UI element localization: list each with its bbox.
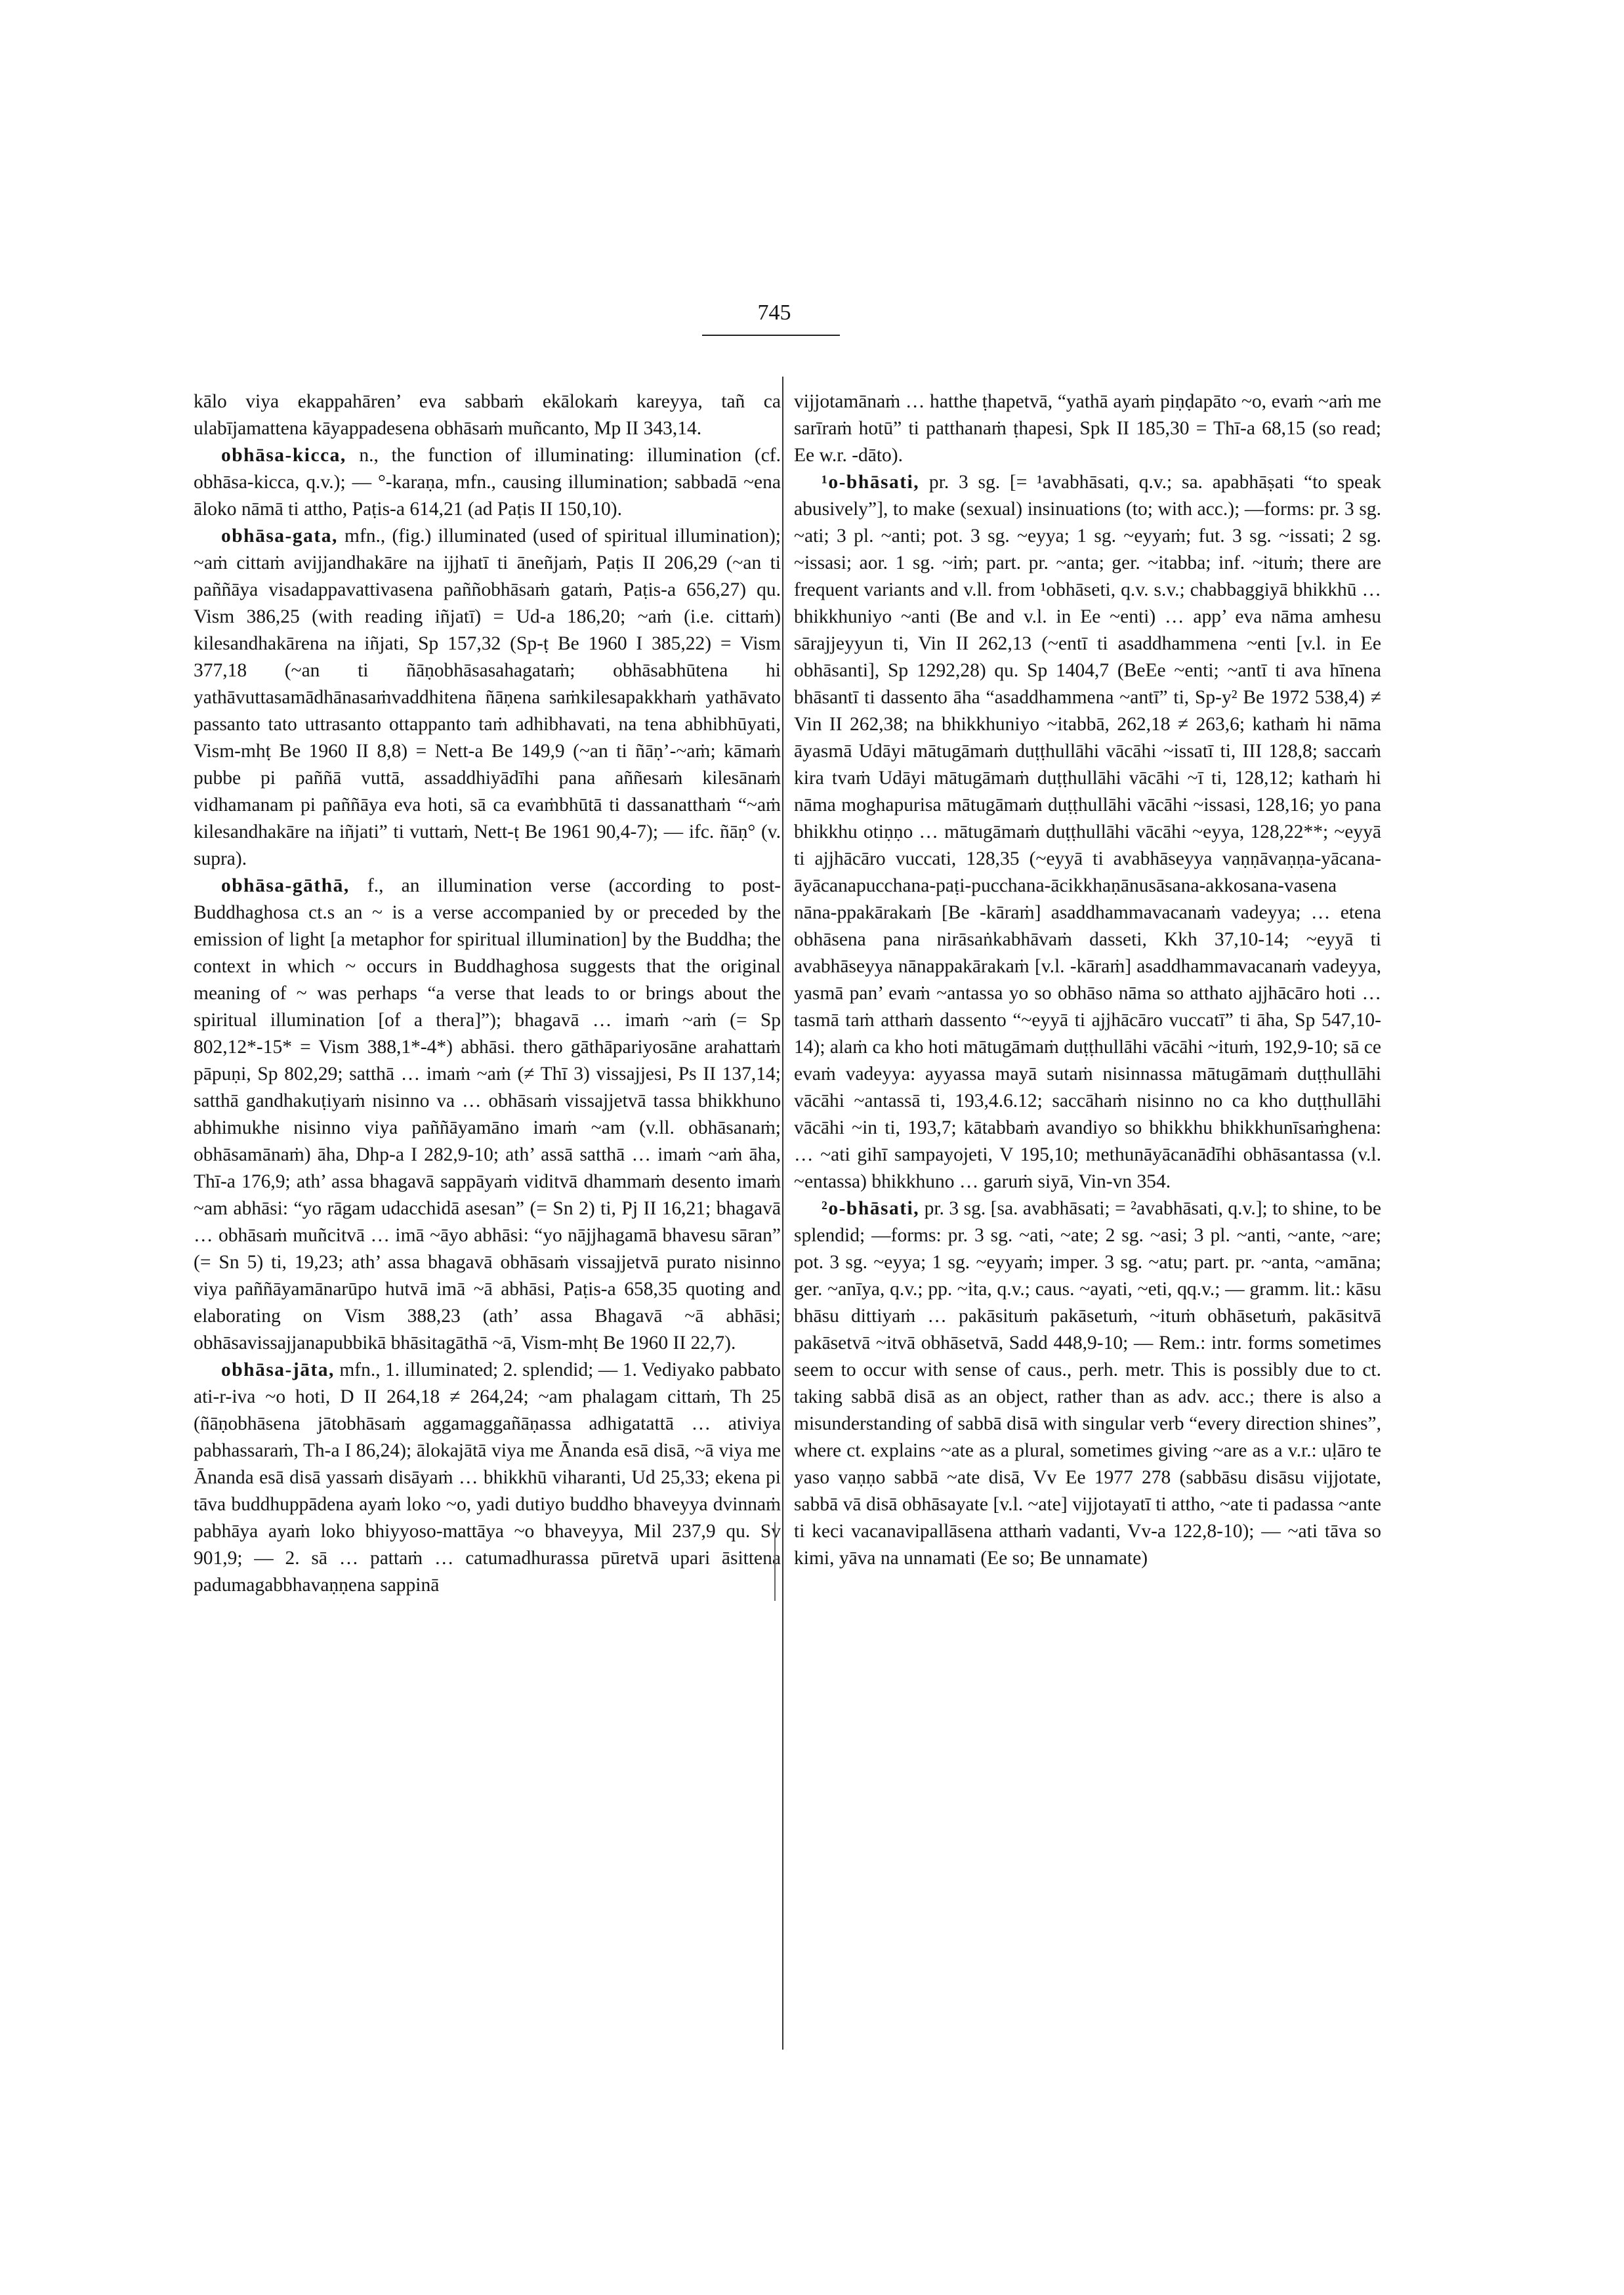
entry-headword: obhāsa-gāthā, [221,875,350,896]
entry-body: mfn., (fig.) illuminated (used of spiritual illumination); ~aṁ cittaṁ avijjandhakāre na ijjhatī ti āneñjaṁ, Paṭis II 206,29 (~an ti paññāya visadappavattivasena paññobhāsaṁ gataṁ, Paṭis-a 656,27) qu. Vism 386,25 (with reading iñjatī) = Ud-a 186,20; ~aṁ (i.e. cittaṁ) kilesandhakārena na iñjati, Sp 157,32 (Sp-ṭ Be 1960 I 385,22) = Vism 377,18 (~an ti ñāṇobhāsasahagataṁ; obhāsabhūtena hi yathāvuttasamādhānasaṁvaddhitena ñāṇena saṁkilesapakkhaṁ yathāvato passanto tato uttrasanto ottappanto taṁ adhibhavati, na tena abhibhūyati, Vism-mhṭ Be 1960 II 8,8) = Nett-a Be 149,9 (~an ti ñāṇ’-~aṁ; kāmaṁ pubbe pi paññā vuttā, assaddhiyādīhi pana aññesaṁ kilesānaṁ vidhamanam pi paññāya eva hoti, sā ca evaṁbhūtā ti dassanatthaṁ “~aṁ kilesandhakāre na iñjati” ti vuttaṁ, Nett-ṭ Be 1961 90,4-7); — ifc. ñāṇ° (v. supra). [194,526,781,869]
entry-body: kālo viya ekappahāren’ eva sabbaṁ ekālokaṁ kareyya, tañ ca ulabījamattena kāyappadesena obhāsaṁ muñcanto, Mp II 343,14. [194,391,781,439]
entry-body: f., an illumination verse (according to post-Buddhaghosa ct.s an ~ is a verse accompanied by or preceded by the emission of light [a metaphor for spiritual illumination] by the Buddha; the context in which ~ occurs in Buddhaghosa suggests that the original meaning of ~ was perhaps “a verse that leads to or brings about the spiritual illumination [of a thera]”); bhagavā … imaṁ ~aṁ (= Sp 802,12*-15* = Vism 388,1*-4*) abhāsi. thero gāthāpariyosāne arahattaṁ pāpuṇi, Sp 802,29; satthā … imaṁ ~aṁ (≠ Thī 3) vissajjesi, Ps II 137,14; satthā gandhakuṭiyaṁ nisinno va … obhāsaṁ vissajjetvā tassa bhikkhuno abhimukhe nisinno viya paññāyamāno imaṁ ~am (v.ll. obhāsanaṁ; obhāsamānaṁ) āha, Dhp-a I 282,9-10; ath’ assā satthā … imaṁ ~aṁ āha, Thī-a 176,9; ath’ assa bhagavā sappāyaṁ viditvā dhammaṁ desento imaṁ ~am abhāsi: “yo rāgam udacchidā asesan” (= Sn 2) ti, Pj II 16,21; bhagavā … obhāsaṁ muñcitvā … imā ~āyo abhāsi: “yo nājjhagamā bhavesu sāran” (= Sn 5) ti, 19,23; ath’ assa bhagavā obhāsaṁ vissajjetvā purato nisinno viya paññāyamānarūpo hutvā imā ~ā abhāsi, Paṭis-a 658,35 quoting and elaborating on Vism 388,23 (ath’ assa Bhagavā ~ā abhāsi; obhāsavissajjanapubbikā bhāsitagāthā ~ā, Vism-mhṭ Be 1960 II 22,7). [194,875,781,1354]
entry-headword: ²o-bhāsati, [822,1198,920,1219]
entry-headword: ¹o-bhāsati, [822,472,920,493]
column-divider-mark [774,1522,776,1601]
left-column [194,388,781,2068]
page-number: 745 [757,300,791,325]
dictionary-entry [194,873,781,1357]
dictionary-entry [194,523,781,873]
column-divider [782,377,783,2050]
entry-body: mfn., 1. illuminated; 2. splendid; — 1. Vediyako pabbato ati-r-iva ~o hoti, D II 264,18 ≠ 264,24; ~am phalagam cittaṁ, Th 25 (ñāṇobhāsena jātobhāsaṁ aggamaggañāṇassa adhigatattā … ativiya pabhassaraṁ, Th-a I 86,24); ālokajātā viya me Ānanda esā disā, ~ā viya me Ānanda esā disā yassaṁ disāyaṁ … bhikkhū viharanti, Ud 25,33; ekena pi tāva buddhuppādena ayaṁ loko ~o, yadi dutiyo buddho bhaveyya dvinnaṁ pabhāya ayaṁ loko bhiyyoso-mattāya ~o bhaveyya, Mil 237,9 qu. Sv 901,9; — 2. sā … pattaṁ … catumadhurassa pūretvā upari āsittena padumagabbhavaṇṇena sappinā [194,1359,781,1596]
dictionary-entry [194,442,781,523]
entry-headword: obhāsa-gata, [221,526,338,547]
right-column [794,388,1381,2068]
dictionary-entry [794,1195,1381,1572]
dictionary-entry [794,469,1381,1195]
entry-body: n., the function of illuminating: illumination (cf. obhāsa-kicca, q.v.); — °-karaṇa, mfn., causing illumination; sabbadā ~ena āloko nāmā ti attho, Paṭis-a 614,21 (ad Paṭis II 150,10). [194,445,781,520]
entry-headword: obhāsa-jāta, [221,1359,335,1380]
entry-body: vijjotamānaṁ … hatthe ṭhapetvā, “yathā ayaṁ piṇḍapāto ~o, evaṁ ~aṁ me sarīraṁ hotū” ti patthanaṁ ṭhapesi, Spk II 185,30 = Thī-a 68,15 (so read; Ee w.r. -dāto). [794,391,1381,466]
dictionary-entry [194,388,781,442]
top-rule [702,335,840,336]
dictionary-entry [794,388,1381,469]
entry-headword: obhāsa-kicca, [221,445,346,466]
entry-body: pr. 3 sg. [sa. avabhāsati; = ²avabhāsati, q.v.]; to shine, to be splendid; —forms: pr. 3 sg. ~ati, ~ate; 2 sg. ~asi; 3 pl. ~anti, ~ante, ~are; pot. 3 sg. ~eyya; 1 sg. ~eyyaṁ; imper. 3 sg. ~atu; part. pr. ~anta, ~amāna; ger. ~anīya, q.v.; pp. ~ita, q.v.; caus. ~ayati, ~eti, qq.v.; — gramm. lit.: kāsu bhāsu dittiyaṁ … pakāsituṁ pakāsetuṁ, ~ituṁ obhāsetuṁ, pakāsitvā pakāsetvā ~itvā obhāsetvā, Sadd 448,9-10; — Rem.: intr. forms sometimes seem to occur with sense of caus., perh. metr. This is possibly due to ct. taking sabbā disā as an object, rather than as adv. acc.; there is also a misunderstanding of sabbā disā with singular verb “every direction shines”, where ct. explains ~ate as a plural, sometimes giving ~are as a v.r.: uḷāro te yaso vaṇṇo sabbā ~ate disā, Vv Ee 1977 278 (sabbāsu disāsu vijjotate, sabbā vā disā obhāsayate [v.l. ~ate] vijjotayatī ti attho, ~ate ti padassa ~ante ti keci vacanavipallāsena atthaṁ vadanti, Vv-a 122,8-10); — ~ati tāva so kimi, yāva na unnamati (Ee so; Be unnamate) [794,1198,1381,1569]
dictionary-entry [194,1357,781,1599]
entry-body: pr. 3 sg. [= ¹avabhāsati, q.v.; sa. apabhāṣati “to speak abusively”], to make (sexual) insinuations (to; with acc.); —forms: pr. 3 sg. ~ati; 3 pl. ~anti; pot. 3 sg. ~eyya; 1 sg. ~eyyaṁ; fut. 3 sg. ~issati; 2 sg. ~issasi; aor. 1 sg. ~iṁ; part. pr. ~anta; ger. ~itabba; inf. ~ituṁ; there are frequent variants and v.ll. from ¹obhāseti, q.v. s.v.; chabbaggiyā bhikkhū … bhikkhuniyo ~anti (Be and v.l. in Ee ~enti) … app’ eva nāma amhesu sārajjeyyun ti, Vin II 262,13 (~entī ti asaddhammena ~enti [v.l. in Ee obhāsanti], Sp 1292,28) qu. Sp 1404,7 (BeEe ~enti; ~antī ti ava hīnena bhāsantī ti dassento āha “asaddhammena ~antī” ti, Sp-y² Be 1972 538,4) ≠ Vin II 262,38; na bhikkhuniyo ~itabbā, 262,18 ≠ 263,6; kathaṁ hi nāma āyasmā Udāyi mātugāmaṁ duṭṭhullāhi vācāhi ~issatī ti, III 128,8; saccaṁ kira tvaṁ Udāyi mātugāmaṁ duṭṭhullāhi vācāhi ~ī ti, 128,12; kathaṁ hi nāma moghapurisa mātugāmaṁ duṭṭhullāhi vācāhi ~issasi, 128,16; yo pana bhikkhu otiṇṇo … mātugāmaṁ duṭṭhullāhi vācāhi ~eyya, 128,22**; ~eyyā ti ajjhācāro vuccati, 128,35 (~eyyā ti avabhāseyya vaṇṇāvaṇṇa-yācana-āyācanapucchana-paṭi-pucchana-ācikkhaṇānusāsana-akkosana-vasena nāna-ppakārakaṁ [Be -kāraṁ] asaddhammavacanaṁ vadeyya; … etena obhāsena pana nirāsaṅkabhāvaṁ dasseti, Kkh 37,10-14; ~eyyā ti avabhāseyya nānappakārakaṁ [v.l. -kāraṁ] asaddhammavacanaṁ vadeyya, yasmā pan’ evaṁ ~antassa yo so obhāso nāma so atthato ajjhācāro hoti … tasmā taṁ atthaṁ dassento “~eyyā ti ajjhācāro vuccatī” ti āha, Sp 547,10-14); alaṁ ca kho hoti mātugāmaṁ duṭṭhullāhi vācāhi ~ituṁ, 192,9-10; sā ce evaṁ vadeyya: ayyassa mayā sutaṁ nisinnassa mātugāmaṁ duṭṭhullāhi vācāhi ~antassā ti, 193,4.6.12; saccāhaṁ nisinno no ca kho duṭṭhullāhi vācāhi ~in ti, 193,7; kātabbaṁ avandiyo so bhikkhu bhikkhunīsaṁghena: … ~ati gihī sampayojeti, V 195,10; methunāyācanādīhi obhāsantassa (v.l. ~entassa) bhikkhuno … garuṁ siyā, Vin-vn 354. [794,472,1381,1192]
